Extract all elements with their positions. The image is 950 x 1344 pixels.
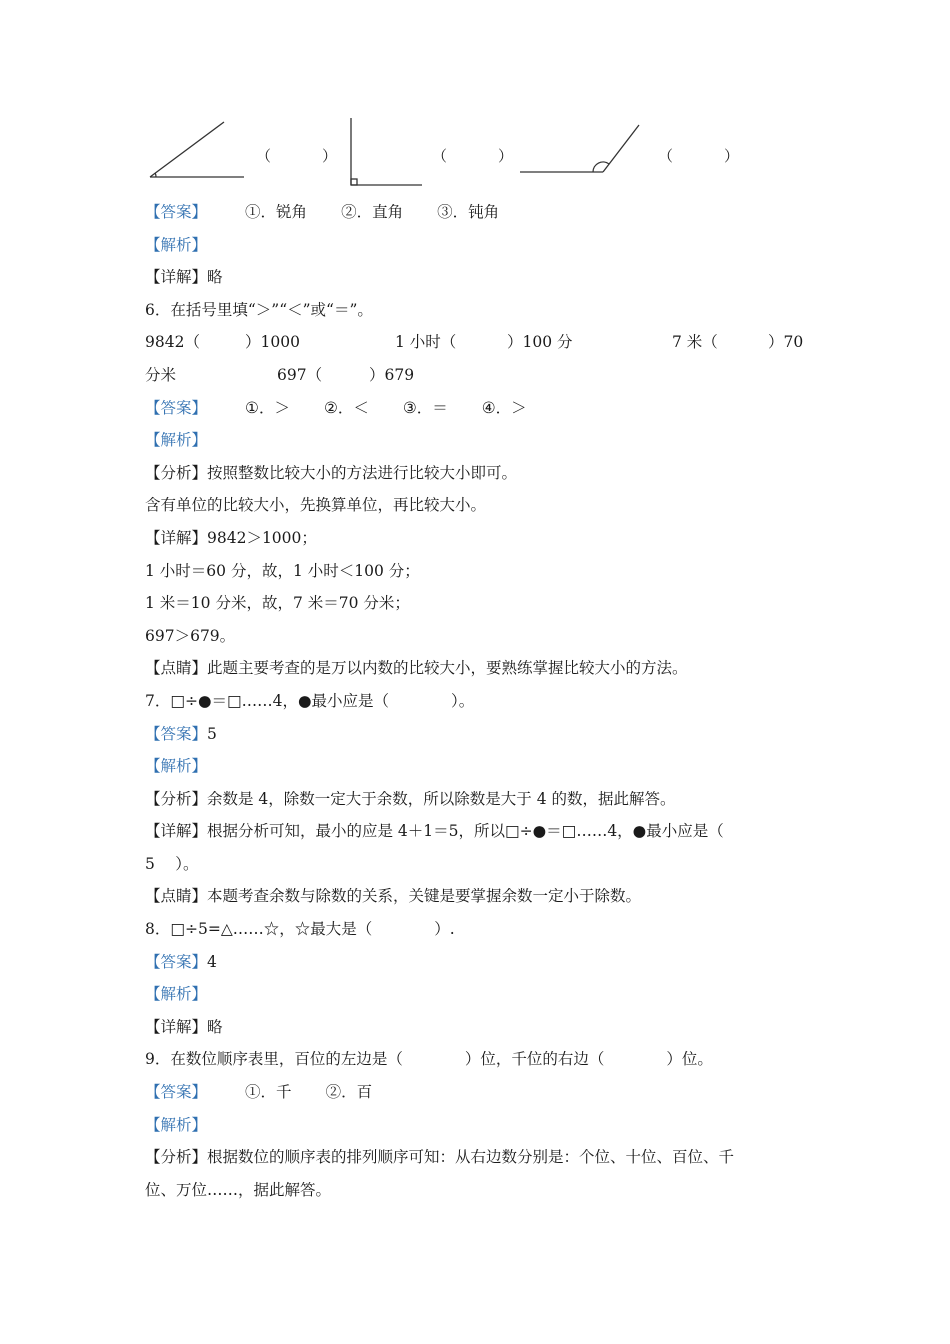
- acute-angle-figure: [150, 122, 244, 177]
- q6-fenxi-2: 含有单位的比较大小，先换算单位，再比较大小。: [145, 496, 487, 515]
- analysis-tag: 【解析】: [145, 235, 208, 254]
- q5-detail: 【详解】略: [145, 268, 223, 287]
- analysis-tag: 【解析】: [145, 757, 208, 776]
- q6-item: 1 小时（: [395, 333, 457, 352]
- answer-item: ②．＜: [323, 398, 369, 417]
- answer-item: ①．＞: [245, 398, 290, 417]
- q9-fenxi-2: 位、万位……，据此解答。: [145, 1180, 332, 1199]
- q9-analysis-tag: [145, 1109, 825, 1142]
- blank-close-1: ）: [322, 147, 338, 165]
- q6-dianjing: 【点睛】此题主要考查的是万以内数的比较大小，要熟练掌握比较大小的方法。: [145, 659, 688, 678]
- q6-row2: [145, 359, 825, 392]
- q6-detail-4: 697＞679。: [145, 626, 236, 645]
- q6-fenxi: 【分析】按照整数比较大小的方法进行比较大小即可。: [145, 463, 518, 482]
- blank-close-2: ）: [498, 147, 514, 165]
- analysis-tag: 【解析】: [145, 985, 208, 1004]
- q8-analysis-tag: [145, 978, 825, 1011]
- answer-value: 4: [207, 952, 217, 971]
- angle-figures: [140, 112, 820, 194]
- q6-detail-2: 1 小时＝60 分，故，1 小时＜100 分；: [145, 561, 420, 580]
- q7-fenxi: 【分析】余数是 4，除数一定大于余数，所以除数是大于 4 的数，据此解答。: [145, 789, 676, 808]
- q6-answer-line: [145, 392, 825, 425]
- q6-item: 697（: [277, 365, 323, 384]
- q7-title: 7．□÷●＝□……4，●最小应是（ ）。: [145, 691, 475, 710]
- blank-open-1: （: [256, 147, 272, 165]
- q6-item: 9842（: [145, 333, 200, 352]
- analysis-tag: 【解析】: [145, 1115, 208, 1134]
- q7-answer-line: [145, 718, 825, 751]
- q5-answer-line: [145, 196, 825, 229]
- q9-title: 9．在数位顺序表里，百位的左边是（ ）位，千位的右边（ ）位。: [145, 1050, 713, 1069]
- answer-item: ①．千: [245, 1083, 292, 1102]
- answer-item: ①．锐角: [245, 203, 308, 221]
- q6-item: ）679: [369, 365, 415, 384]
- answer-item: ②．直角: [341, 203, 404, 221]
- right-angle-figure: [351, 118, 422, 185]
- q6-analysis-tag: [145, 424, 825, 457]
- answer-tag: 【答案】: [145, 1083, 208, 1102]
- q9-answer-line: [145, 1076, 825, 1109]
- answer-tag: 【答案】: [145, 398, 208, 417]
- q8-detail: 【详解】略: [145, 1017, 223, 1036]
- q9-fenxi-1: 【分析】根据数位的顺序表的排列顺序可知：从右边数分别是：个位、十位、百位、千: [145, 1148, 735, 1167]
- answer-tag: 【答案】: [145, 203, 208, 221]
- obtuse-angle-figure: [520, 125, 639, 172]
- blank-open-3: （: [658, 147, 674, 165]
- q7-detail-2: 5 ）。: [145, 854, 199, 873]
- answer-item: ②．百: [325, 1083, 373, 1102]
- q5-analysis-tag: [145, 229, 825, 262]
- q6-detail-1: 【详解】9842＞1000；: [145, 528, 317, 547]
- q7-analysis-tag: [145, 750, 825, 783]
- answer-item: ③．钝角: [437, 203, 500, 221]
- q6-item: ）100 分: [507, 333, 573, 352]
- answer-value: 5: [207, 724, 217, 743]
- answer-item: ④．＞: [481, 398, 527, 417]
- q6-detail-3: 1 米＝10 分米，故，7 米＝70 分米；: [145, 594, 410, 613]
- angle-drawings: [140, 112, 820, 194]
- q6-item: 分米: [145, 365, 177, 384]
- blank-open-2: （: [432, 147, 448, 165]
- document-body: [145, 196, 825, 1206]
- q6-item: 7 米（: [672, 333, 718, 352]
- q6-title: 6．在括号里填“＞”“＜”或“＝”。: [145, 300, 373, 319]
- q6-row1: [145, 326, 825, 359]
- answer-tag: 【答案】: [145, 952, 208, 971]
- q8-answer-line: [145, 946, 825, 979]
- answer-tag: 【答案】: [145, 724, 208, 743]
- blank-close-3: ）: [724, 147, 740, 165]
- analysis-tag: 【解析】: [145, 431, 208, 450]
- q7-dianjing: 【点睛】本题考查余数与除数的关系，关键是要掌握余数一定小于除数。: [145, 887, 642, 906]
- q8-title: 8．□÷5=△……☆，☆最大是（ ）.: [145, 920, 455, 939]
- q7-detail-1: 【详解】根据分析可知，最小的应是 4＋1＝5，所以□÷●＝□……4，●最小应是（: [145, 822, 724, 841]
- answer-item: ③．＝: [402, 398, 448, 417]
- q6-item: ）70: [768, 333, 804, 352]
- q6-item: ）1000: [245, 333, 300, 352]
